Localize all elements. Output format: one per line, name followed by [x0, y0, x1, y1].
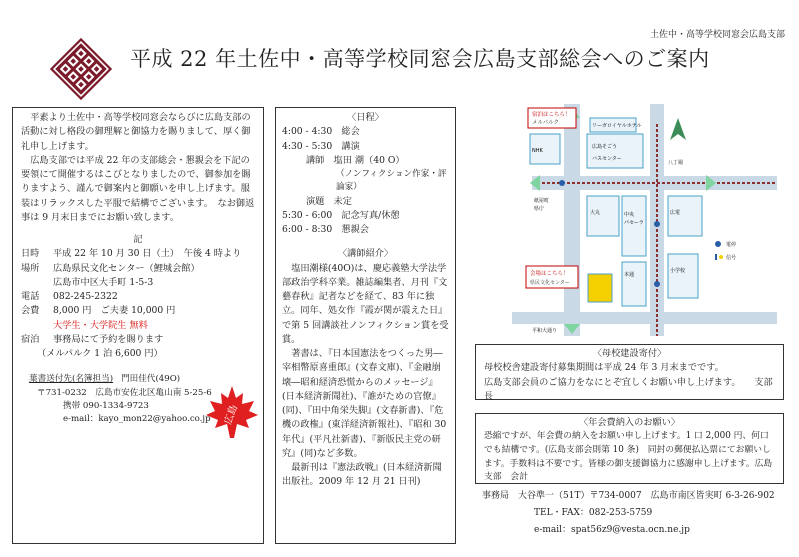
schedule-item: 5:30 - 6:00 記念写真/休憩	[282, 209, 400, 221]
map-label: NHK	[532, 148, 543, 154]
map-callout-hotel-text: 宿泊はこちら！	[532, 112, 571, 118]
map-road-heiwa	[512, 312, 777, 324]
maple-leaf-text: 広島	[222, 403, 241, 427]
office-email[interactable]: e-mail：spat56z9@vesta.ocn.ne.jp	[534, 525, 690, 536]
legend-signal-icon	[715, 254, 717, 260]
date-row	[21, 247, 255, 261]
schedule-item: 4:00 - 4:30 総会	[282, 126, 360, 138]
schedule-item: 演題 未定	[306, 195, 352, 207]
schedule-panel	[275, 107, 456, 544]
date-value: 平成 22 年 10 月 30 日（土） 午後 4 時より	[53, 248, 242, 260]
map-label: 本通	[624, 272, 635, 278]
map-label: 八丁堀	[668, 160, 684, 166]
map-callout-venue-name: 県民文化センター	[530, 280, 570, 286]
fund-panel	[475, 344, 784, 400]
greeting-paragraph: 広島支部では平成 22 年の支部総会・懇親会を下記の要領にて開催するはこびとなりましたので、御参加を賜りますよう、謹んで御案内と御願いを申し上げます。服装はリラックスした平服で結構でございます。 なお御返事は 9 月末日までにお願い致します。	[21, 154, 255, 223]
map-block	[622, 196, 646, 256]
schedule-item: 6:00 - 8:30 懇親会	[282, 224, 369, 236]
map-tram-stop-icon	[654, 281, 660, 287]
map-label: 中央	[624, 212, 635, 218]
lodging-label: 宿泊	[21, 333, 40, 345]
office-line: 事務局 大谷準一（51T）〒734-0007 広島市南区皆実町 6-3-26-902	[482, 491, 775, 501]
lodging-value: 事務局にて予約を賜ります	[53, 333, 164, 345]
map-label: バスセンター	[592, 156, 622, 162]
dues-panel	[475, 413, 784, 484]
map-label: 平和大通り	[532, 328, 558, 334]
fee-students-row	[21, 319, 255, 333]
venue-row	[21, 262, 255, 276]
fund-line: 広島支部会員のご協力をなにとぞ宜しくお願い申し上げます。 支部長	[484, 376, 773, 402]
greeting-panel	[12, 107, 264, 544]
fee-students: 大学生・大学院生 無料	[53, 319, 148, 331]
map-callout-hotel-name: メルパルク	[532, 120, 560, 126]
school-crest-logo	[47, 35, 115, 103]
reply-mobile: 携帯 090-1334-9723	[63, 400, 149, 411]
lodging-note-row	[21, 347, 255, 361]
map-label: 紙屋町	[534, 198, 550, 204]
venue-address: 広島市中区大手町 1-5-3	[53, 276, 154, 288]
schedule-item: 講師 塩田 潮（40 O）	[306, 154, 405, 166]
speaker-heading: 〈講師紹介〉	[337, 248, 394, 260]
venue-label: 場所	[21, 262, 40, 274]
map-label: パセーラ	[624, 220, 644, 226]
speaker-paragraph: 著書は、『日本国憲法をつくった男―宰相幣原喜重郎』(文春文庫)、『金融崩壊―昭和経済恐慌からのメッセージ』(日本経済新聞社)、『誰がための官僚』(同)、『田中角栄失脚』(文春新書)、『危機の政権』(東洋経済新報社)、『昭和 30 年代』(平凡社新書)、『新版民主党の研究』(同)など多数。	[282, 348, 447, 459]
venue-address-row	[21, 276, 255, 290]
office-contact	[482, 488, 775, 539]
dues-heading: 〈年会費納入のお願い〉	[578, 417, 681, 428]
dues-text: 恐縮ですが、年会費の納入をお願い申し上げます。1 口 2,000 円、何口でも結構です。(広島支部会則第 10 条) 同封の郵便払込票にてお願いします。手数料は不要です。皆様の御支援御協力に感謝申し上げます。広島支部 会計	[484, 431, 773, 483]
map-label: リーガロイヤルホテル	[592, 123, 642, 129]
office-tel: TEL・FAX：082-253-5759	[534, 508, 653, 519]
lodging-note: （メルパルク 1 泊 6,600 円）	[37, 348, 163, 359]
reply-email[interactable]: e-mail：kayo_mon22@yahoo.co.jp	[63, 414, 211, 425]
phone-label: 電話	[21, 291, 40, 302]
organization-name: 土佐中・高等学校同窓会広島支部	[649, 30, 785, 40]
fund-heading: 〈母校建設寄付〉	[592, 348, 667, 359]
fee-label: 会費	[21, 305, 40, 317]
date-label: 日時	[21, 248, 40, 260]
greeting-paragraph: 平素より土佐中・高等学校同窓会ならびに広島支部の活動に対し格段の御理解と御協力を賜りまして、厚く御礼申し上げます。	[21, 112, 251, 152]
map-venue-block	[588, 274, 612, 302]
fee-value: 8,000 円 ご夫妻 10,000 円	[53, 305, 176, 317]
phone-value: 082-245-2322	[53, 291, 118, 302]
schedule-heading: 〈日程〉	[347, 112, 384, 123]
fee-row	[21, 304, 255, 318]
map-block	[622, 262, 646, 306]
legend-signal-icon	[719, 255, 723, 259]
map-tram-stop-icon	[559, 180, 565, 186]
speaker-paragraph: 最新刊は『憲法政戦』(日本経済新聞出版社。2009 年 12 月 21 日刊)	[282, 462, 442, 488]
reply-name: 門田佳代(49O)	[121, 374, 181, 385]
schedule-item: （ノンフィクション作家・評論家）	[336, 169, 447, 193]
details-heading: 記	[133, 234, 143, 245]
legend-tram-stop-icon	[715, 241, 721, 247]
schedule-item: 4:30 - 5:30 講演	[282, 140, 360, 152]
legend-label: 信号	[726, 255, 737, 261]
reply-label: 葉書送付先(名簿担当)	[29, 374, 114, 385]
reply-postal: 〒731-0232 広島市安佐北区亀山南 5-25-6	[37, 387, 212, 398]
maple-leaf-icon	[205, 384, 259, 440]
fund-line: 母校校舎建設寄付募集期間は平成 24 年 3 月末までです。	[484, 362, 724, 374]
page-title: 平成 22 年土佐中・高等学校同窓会広島支部総会へのご案内	[130, 47, 710, 71]
access-map	[472, 104, 777, 336]
map-label: 広島そごう	[592, 144, 618, 150]
map-label: 県庁	[534, 206, 545, 212]
map-block	[587, 134, 643, 168]
map-label: 大丸	[590, 210, 601, 216]
map-block	[668, 254, 698, 298]
lodging-row	[21, 333, 255, 347]
map-road-vertical	[564, 104, 580, 336]
venue-value: 広島県民文化センター（鯉城会館）	[53, 262, 200, 274]
map-callout-venue-text: 会場はこちら！	[530, 271, 569, 277]
phone-row	[21, 290, 255, 304]
map-label: 小学校	[670, 268, 686, 274]
map-tram-stop-icon	[654, 221, 660, 227]
speaker-paragraph: 塩田潮様(40O)は、慶応義塾大学法学部政治学科卒業。雑誌編集者、月刊『文藝春秋』記者などを経て、83 年に独立。同年、処女作『霞が関が震えた日』で第 5 回講談社ノンフィクション賞を受賞。	[282, 262, 449, 345]
map-label: 広電	[670, 210, 681, 216]
map-block	[587, 196, 619, 236]
map-block	[668, 196, 702, 236]
legend-label: 電停	[726, 242, 737, 248]
